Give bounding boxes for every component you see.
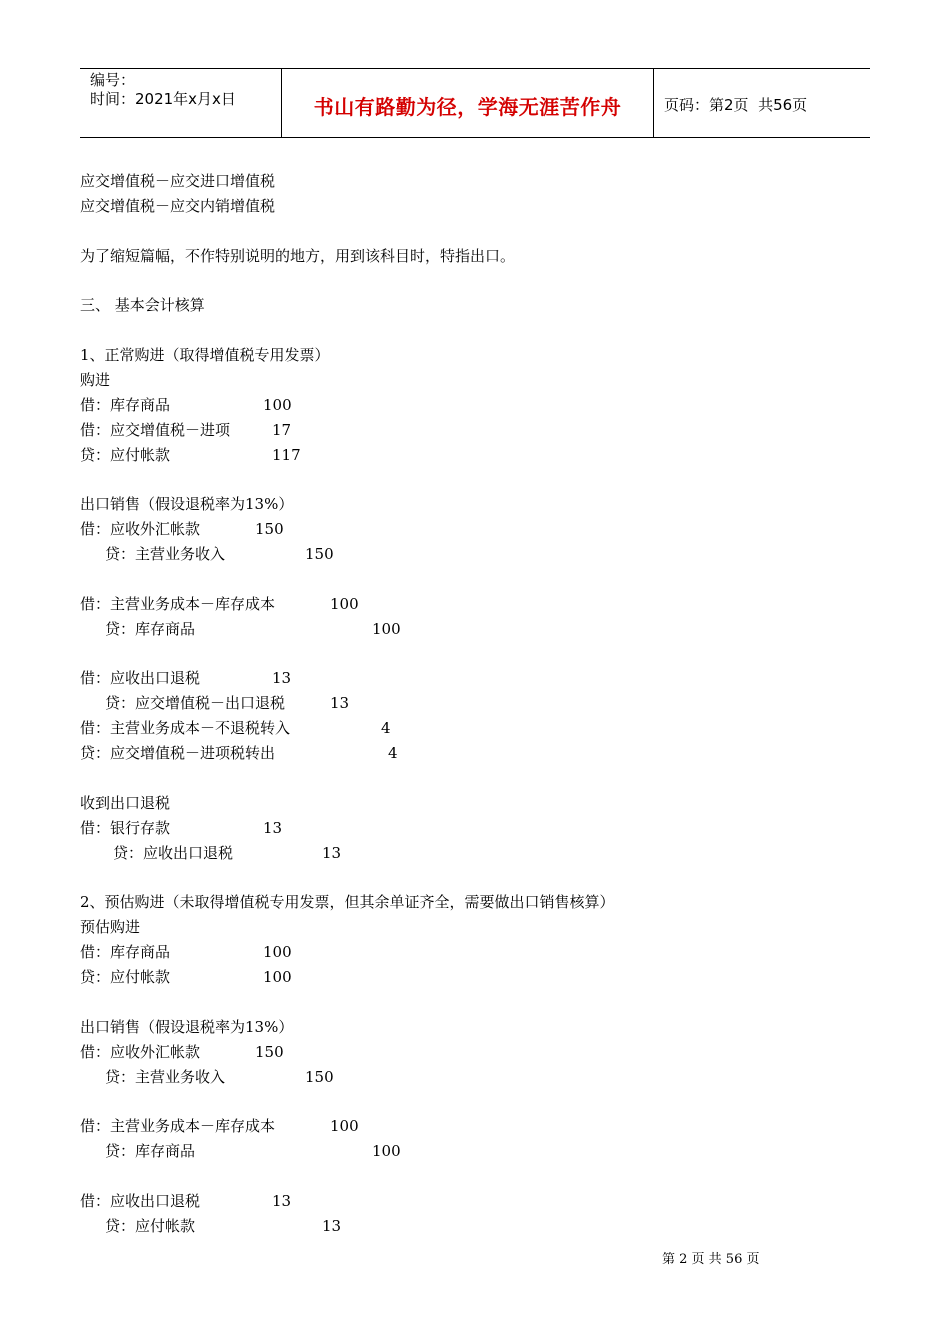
journal-entry-account: 借：应收出口退税	[80, 669, 201, 687]
journal-entry-account: 贷：主营业务收入	[105, 545, 226, 563]
journal-entry-amount: 100	[330, 1117, 359, 1135]
journal-entry-amount: 13	[322, 1217, 342, 1235]
document-time-label: 时间：2021年x月x日	[90, 90, 236, 108]
text-line: 购进	[80, 371, 111, 389]
journal-entry-account: 借：库存商品	[80, 396, 171, 414]
journal-entry-account: 借：应收出口退税	[80, 1192, 201, 1210]
text-line: 预估购进	[80, 918, 141, 936]
journal-entry-account: 借：主营业务成本－不退税转入	[80, 719, 291, 737]
note-paragraph: 为了缩短篇幅，不作特别说明的地方，用到该科目时，特指出口。	[80, 247, 516, 265]
journal-entry-account: 贷：应付帐款	[80, 446, 171, 464]
journal-entry-amount: 13	[322, 844, 342, 862]
journal-entry-amount: 17	[272, 421, 292, 439]
journal-entry-account: 借：主营业务成本－库存成本	[80, 1117, 276, 1135]
header-meta-cell	[80, 69, 282, 137]
journal-entry-account: 贷：库存商品	[105, 620, 196, 638]
header-motto: 书山有路勤为径，学海无涯苦作舟	[313, 95, 622, 119]
journal-entry-amount: 150	[255, 1043, 284, 1061]
page-footer: 第 2 页 共 56 页	[662, 1252, 760, 1267]
journal-entry-amount: 100	[330, 595, 359, 613]
journal-entry-account: 借：主营业务成本－库存成本	[80, 595, 276, 613]
journal-entry-amount: 13	[263, 819, 283, 837]
journal-entry-account: 借：应交增值税－进项	[80, 421, 231, 439]
journal-entry-amount: 13	[330, 694, 350, 712]
journal-entry-amount: 100	[372, 1142, 401, 1160]
text-line: 出口销售（假设退税率为13%）	[80, 495, 294, 513]
journal-entry-amount: 13	[272, 1192, 292, 1210]
journal-entry-amount: 4	[381, 719, 391, 737]
section-heading: 三、 基本会计核算	[80, 296, 205, 314]
text-line: 应交增值税－应交进口增值税	[80, 172, 276, 190]
journal-entry-account: 贷：库存商品	[105, 1142, 196, 1160]
text-line: 应交增值税－应交内销增值税	[80, 197, 276, 215]
page-header	[80, 68, 870, 138]
journal-entry-amount: 100	[263, 968, 292, 986]
text-line: 出口销售（假设退税率为13%）	[80, 1018, 294, 1036]
journal-entry-account: 贷：应收出口退税	[113, 844, 234, 862]
header-page-cell	[654, 69, 870, 137]
journal-entry-account: 借：应收外汇帐款	[80, 520, 201, 538]
text-line: 收到出口退税	[80, 794, 171, 812]
journal-entry-amount: 13	[272, 669, 292, 687]
subsection-heading: 2、预估购进（未取得增值税专用发票，但其余单证齐全，需要做出口销售核算）	[80, 893, 615, 911]
document-number-label: 编号：	[90, 71, 136, 89]
journal-entry-account: 贷：应交增值税－出口退税	[105, 694, 286, 712]
journal-entry-amount: 100	[263, 396, 292, 414]
journal-entry-account: 借：银行存款	[80, 819, 171, 837]
journal-entry-amount: 150	[305, 545, 334, 563]
header-motto-cell	[282, 69, 654, 137]
journal-entry-amount: 100	[372, 620, 401, 638]
journal-entry-account: 贷：主营业务收入	[105, 1068, 226, 1086]
journal-entry-account: 贷：应交增值税－进项税转出	[80, 744, 276, 762]
header-page-number: 页码：第2页 共56页	[664, 96, 808, 114]
journal-entry-amount: 4	[388, 744, 398, 762]
journal-entry-account: 贷：应付帐款	[105, 1217, 196, 1235]
journal-entry-account: 贷：应付帐款	[80, 968, 171, 986]
journal-entry-amount: 117	[272, 446, 301, 464]
journal-entry-amount: 150	[255, 520, 284, 538]
journal-entry-account: 借：库存商品	[80, 943, 171, 961]
journal-entry-account: 借：应收外汇帐款	[80, 1043, 201, 1061]
journal-entry-amount: 150	[305, 1068, 334, 1086]
journal-entry-amount: 100	[263, 943, 292, 961]
subsection-heading: 1、正常购进（取得增值税专用发票）	[80, 346, 330, 364]
